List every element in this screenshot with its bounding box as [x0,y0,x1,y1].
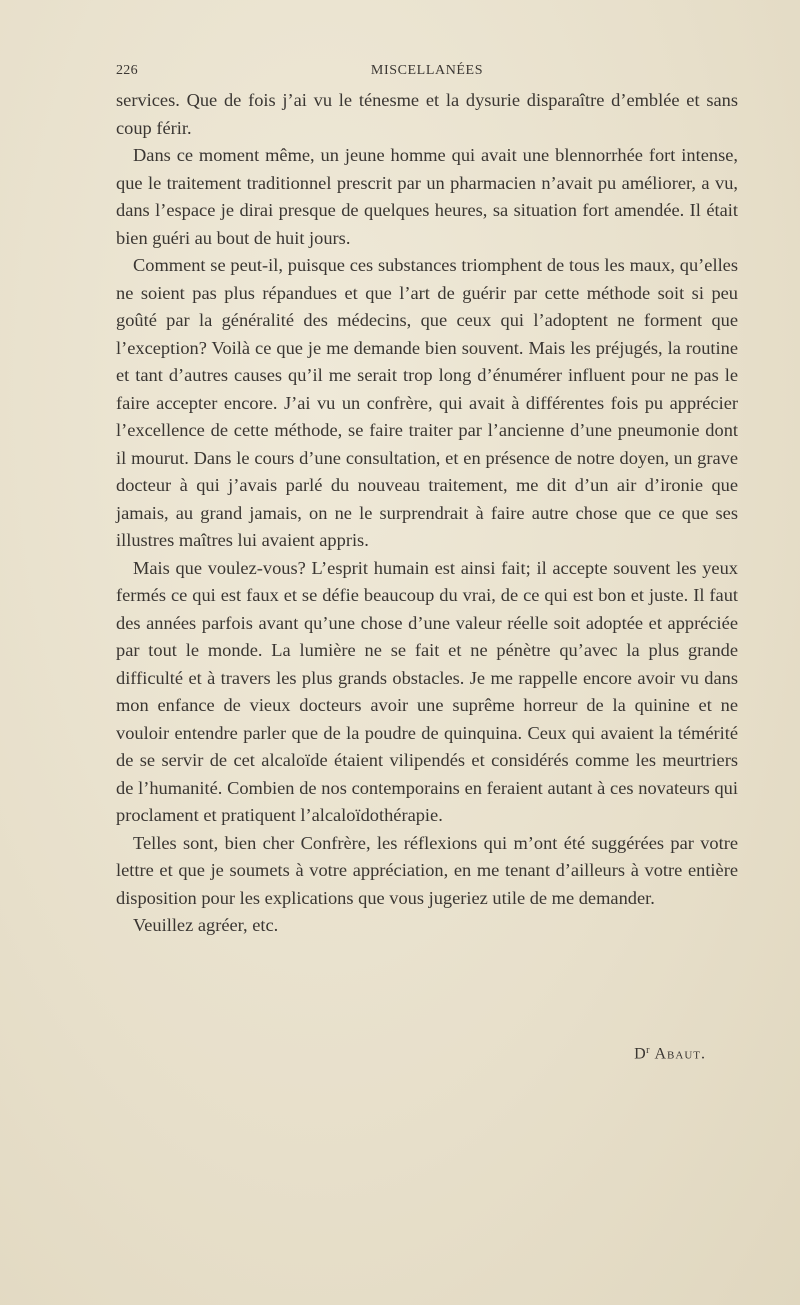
paragraph: Telles sont, bien cher Confrère, les réflexions qui m’ont été suggérées par votre lettre et que je soumets à votre appréciation, en me tenant d’ailleurs à votre entière disposition pour les explications que vous jugeriez utile de me demander. [116,832,738,908]
signature [634,1044,706,1063]
running-title: MISCELLANÉES [370,63,484,78]
signature-title-superscript: r [646,1045,650,1056]
paragraph: Comment se peut-il, puisque ces substances triomphent de tous les maux, qu’elles ne soient pas plus répandues et que l’art de guérir par cette méthode soit si peu goûté par la généralité des médecins, que ceux qui l’adoptent ne forment que l’exception? Voilà ce que je me demande bien souvent. Mais les préjugés, la routine et tant d’autres causes qu’il me serait trop long d’énumérer influent pour ne pas le faire accepter encore. J’ai vu un confrère, qui avait à différentes fois pu apprécier l’excellence de cette méthode, se faire traiter par l’ancienne d’une pneumonie dont il mourut. Dans le cours d’une consultation, et en présence de notre doyen, un grave docteur à qui j’avais parlé du nouveau traitement, me dit d’un air d’ironie que jamais, au grand jamais, on ne le surprendrait à faire autre chose que ce que ses illustres maîtres lui avaient appris. [116,255,738,550]
signature-title: D [634,1045,647,1063]
paragraph: Mais que voulez-vous? L’esprit humain est ainsi fait; il accepte souvent les yeux fermés ce qui est faux et se défie beaucoup du vrai, de ce qui est bon et juste. Il faut des années parfois avant qu’une chose d’une valeur réelle soit adoptée et appréciée par tout le monde. La lumière ne se fait et ne pénètre qu’avec la plus grande difficulté et à travers les plus grands obstacles. Je me rappelle encore avoir vu dans mon enfance de vieux docteurs avoir une suprême horreur de la quinine et ne vouloir entendre parler que de la poudre de quinquina. Ceux qui avaient la témérité de se servir de cet alcaloïde étaient vilipendés et considérés comme les meurtriers de l’humanité. Combien de nos contemporains en feraient autant à ces novateurs qui proclament et pratiquent l’alcaloïdothérapie. [116,557,738,825]
paragraph: Dans ce moment même, un jeune homme qui avait une blennorrhée fort intense, que le traitement traditionnel prescrit par un pharmacien n’avait pu améliorer, a vu, dans l’espace je dirai presque de quelques heures, sa situation fort amendée. Il était bien guéri au bout de huit jours. [116,145,738,248]
closing-formula: Veuillez agréer, etc. [133,915,279,935]
paragraph-continuation: services. Que de fois j’ai vu le ténesme et la dysurie disparaître d’emblée et sans coup férir. [116,90,738,138]
page-number: 226 [116,63,138,78]
running-head [116,63,738,83]
body-text [116,87,738,940]
signature-name: Abaut. [654,1045,706,1063]
